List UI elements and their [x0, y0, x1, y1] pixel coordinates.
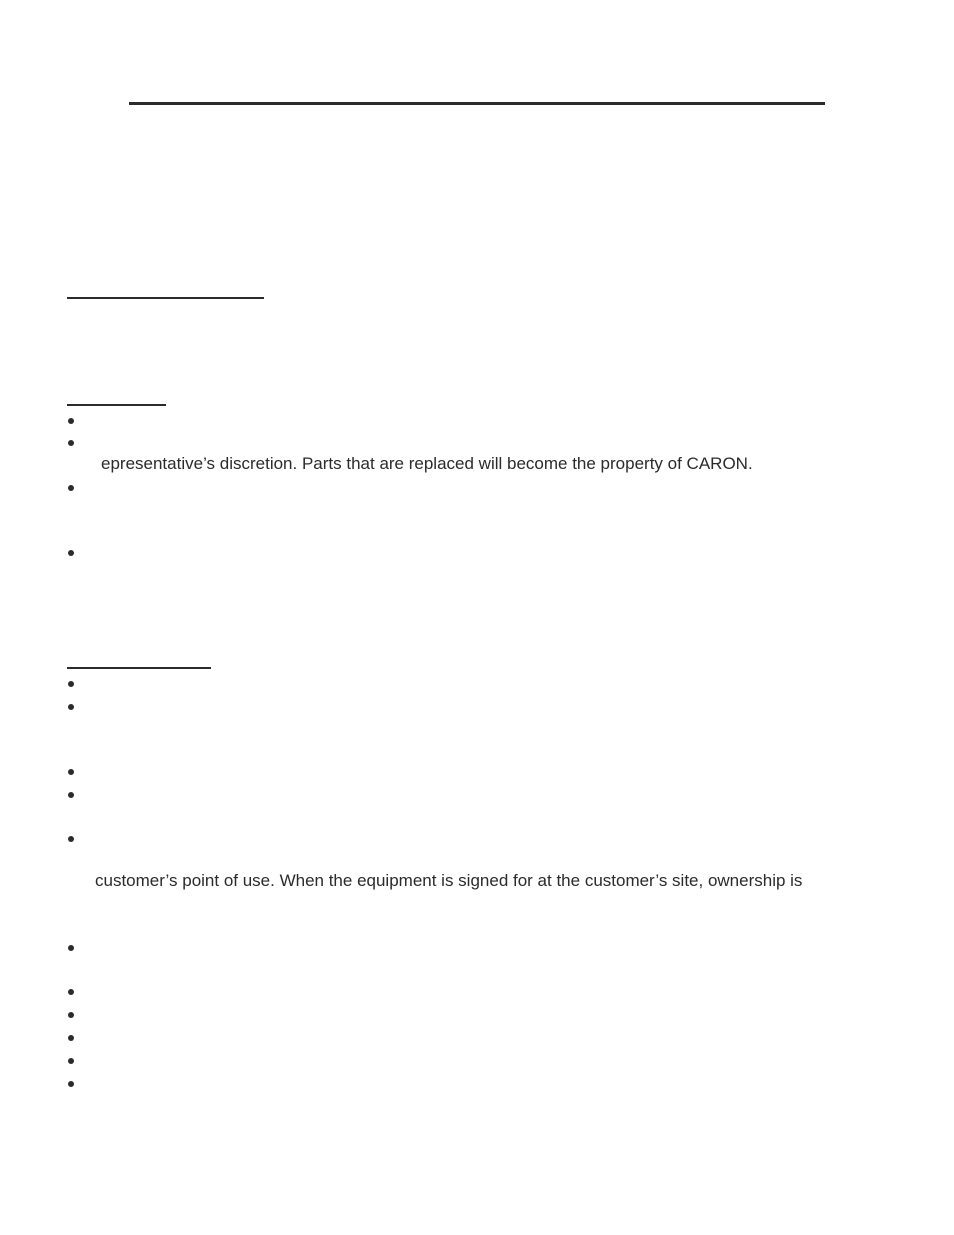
bullet-icon [68, 836, 74, 842]
parts-discretion-text: epresentative’s discretion. Parts that are replaced will become the property of CARON. [101, 454, 753, 473]
bullet-icon [68, 681, 74, 687]
bullet-icon [68, 418, 74, 424]
bullet-icon [68, 440, 74, 446]
bullet-icon [68, 989, 74, 995]
bullet-icon [68, 792, 74, 798]
bullet-icon [68, 1035, 74, 1041]
section-heading-underline-1 [67, 297, 264, 299]
bullet-icon [68, 1058, 74, 1064]
bullet-icon [68, 769, 74, 775]
ownership-text: customer’s point of use. When the equipment is signed for at the customer’s site, ownership is [95, 871, 803, 890]
bullet-icon [68, 1081, 74, 1087]
section-heading-underline-3 [67, 667, 211, 669]
bullet-icon [68, 485, 74, 491]
bullet-icon [68, 550, 74, 556]
bullet-icon [68, 704, 74, 710]
title-rule [129, 102, 825, 105]
bullet-icon [68, 1012, 74, 1018]
section-heading-underline-2 [67, 404, 166, 406]
bullet-icon [68, 945, 74, 951]
